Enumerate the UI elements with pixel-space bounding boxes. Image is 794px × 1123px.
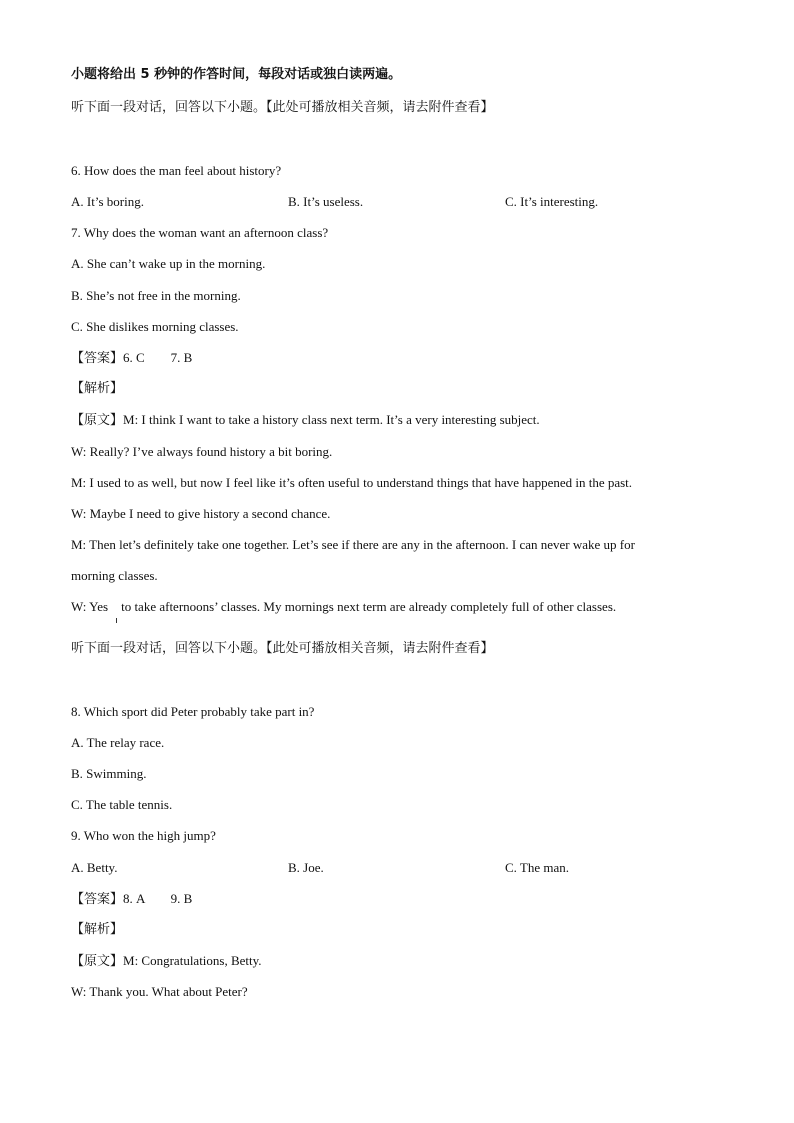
listen-prompt-1: 听下面一段对话，回答以下小题。【此处可播放相关音频，请去附件查看】 [71, 100, 494, 115]
instruction-intro: 小题将给出 5 秒钟的作答时间，每段对话或独白读两遍。 [71, 67, 402, 82]
q9-option-a: A. Betty. [71, 860, 118, 875]
q6-option-c: C. It’s interesting. [505, 194, 599, 209]
q9-option-c: C. The man. [505, 860, 570, 875]
question-6: 6. How does the man feel about history? [71, 163, 282, 178]
q8-option-a: A. The relay race. [71, 735, 165, 750]
answer-label: 【答案】 [71, 892, 124, 907]
transcript-text: M: Congratulations, Betty. [123, 953, 262, 968]
answer-label: 【答案】 [71, 351, 124, 366]
transcript-text: M: I think I want to take a history class next term. It’s a very interesting subject. [123, 412, 540, 427]
stray-mark [116, 618, 117, 623]
listen-prompt-2: 听下面一段对话，回答以下小题。【此处可播放相关音频，请去附件查看】 [71, 641, 494, 656]
question-7: 7. Why does the woman want an afternoon class? [71, 225, 329, 240]
original-label: 【原文】 [71, 413, 124, 428]
transcript-line: M: I used to as well, but now I feel like it’s often useful to understand things that have happened in the past. [71, 475, 633, 490]
q8-option-c: C. The table tennis. [71, 797, 173, 812]
transcript-line: W: Really? I’ve always found history a bit boring. [71, 444, 333, 459]
transcript-line: W: Yes to take afternoons’ classes. My mornings next term are already completely full of other classes. [71, 599, 617, 614]
q6-option-a: A. It’s boring. [71, 194, 144, 209]
q6-option-b: B. It’s useless. [288, 194, 364, 209]
transcript-line: W: Thank you. What about Peter? [71, 984, 248, 999]
question-8: 8. Which sport did Peter probably take part in? [71, 704, 315, 719]
transcript-line: W: Maybe I need to give history a second chance. [71, 506, 331, 521]
q8-option-b: B. Swimming. [71, 766, 147, 781]
answer-value: 8. A 9. B [123, 891, 193, 906]
q7-option-c: C. She dislikes morning classes. [71, 319, 239, 334]
q9-option-b: B. Joe. [288, 860, 324, 875]
q7-option-a: A. She can’t wake up in the morning. [71, 256, 266, 271]
analysis-label-1: 【解析】 [71, 381, 124, 396]
q7-option-b: B. She’s not free in the morning. [71, 288, 241, 303]
transcript-line [71, 952, 262, 971]
answer-2 [71, 890, 192, 909]
original-label: 【原文】 [71, 954, 124, 969]
answer-1 [71, 349, 192, 368]
transcript-line: M: Then let’s definitely take one together. Let’s see if there are any in the afternoon. I can never wake up for [71, 537, 635, 552]
transcript-line: morning classes. [71, 568, 158, 583]
transcript-line [71, 411, 540, 430]
question-9: 9. Who won the high jump? [71, 828, 216, 843]
answer-value: 6. C 7. B [123, 350, 193, 365]
analysis-label-2: 【解析】 [71, 922, 124, 937]
